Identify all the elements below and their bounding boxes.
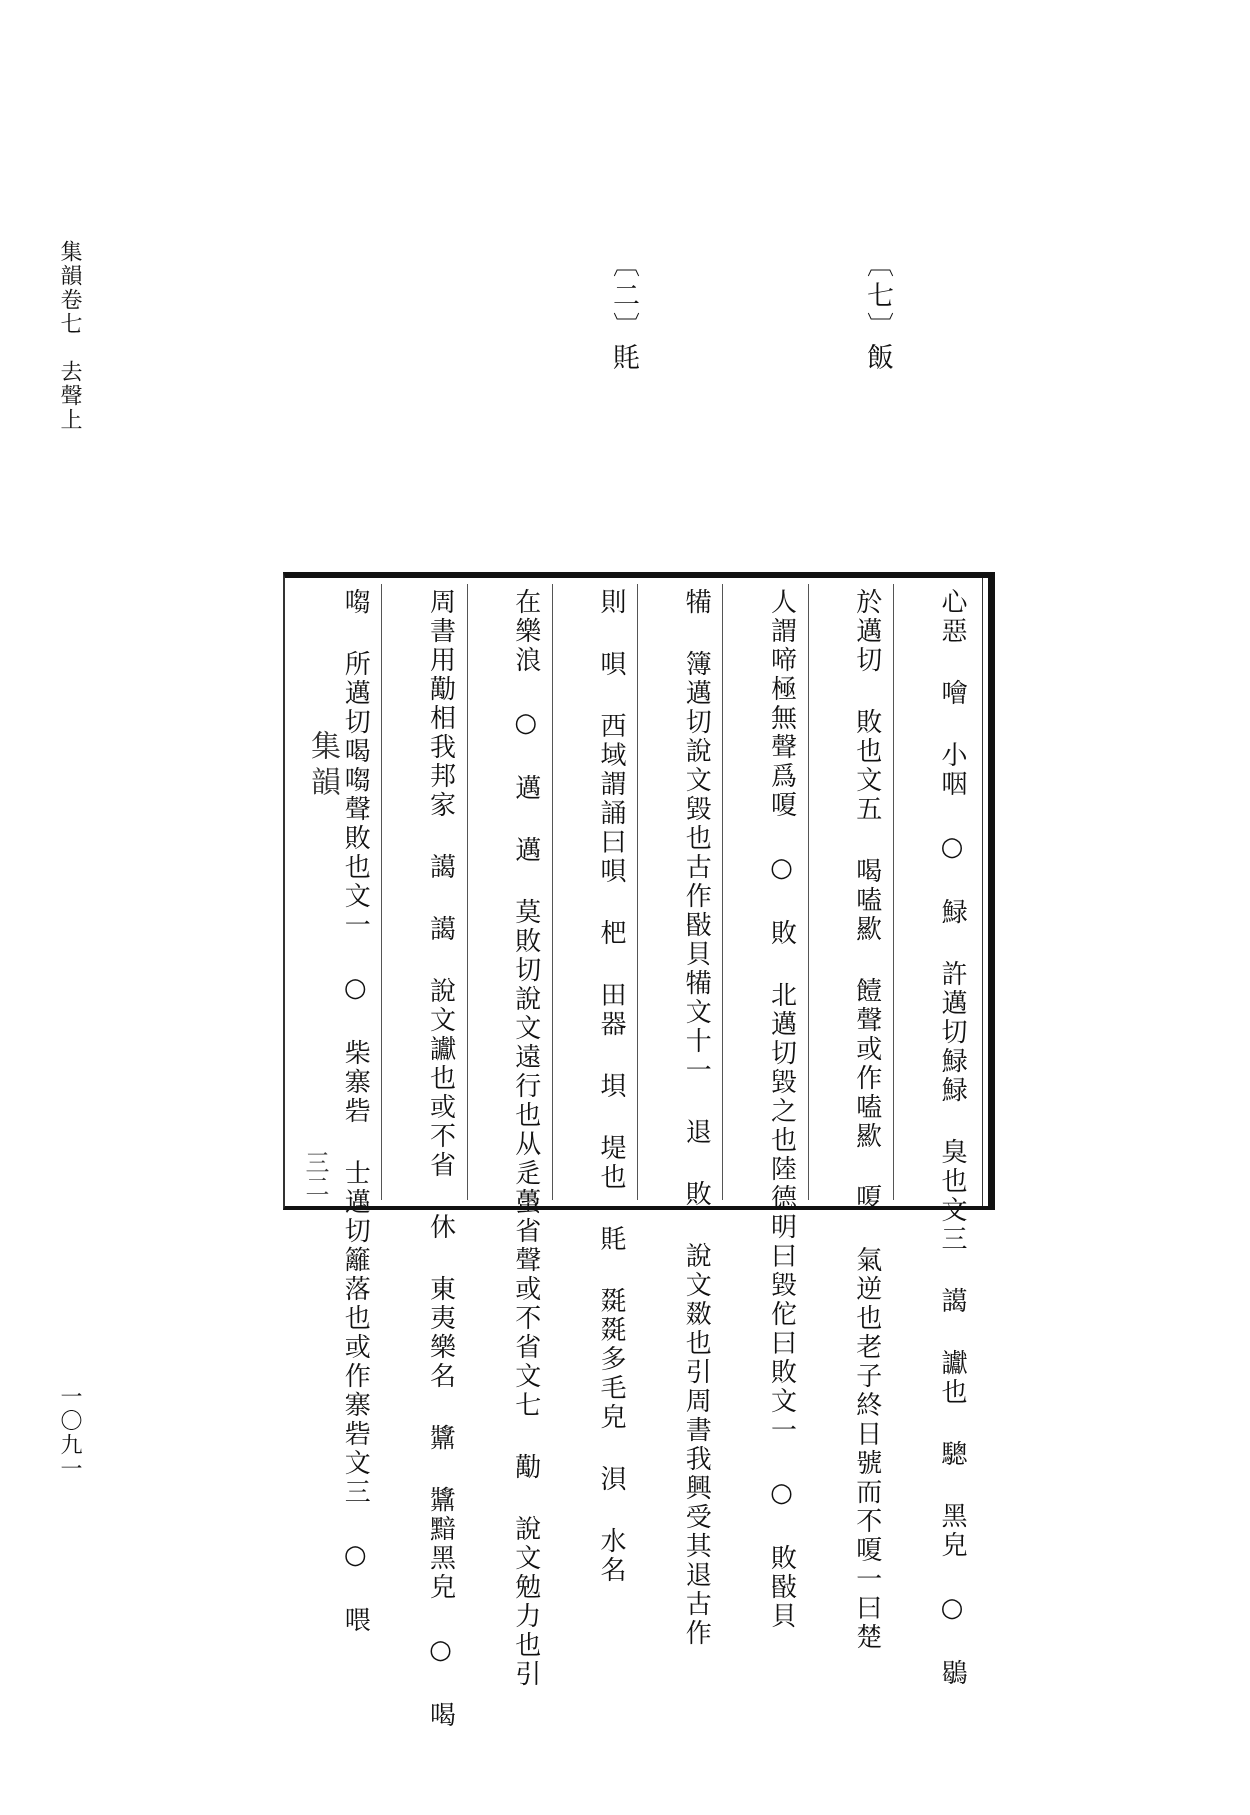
gutter-folio: 三二 — [301, 1150, 329, 1198]
column-text: 犕 簿邁切說文毀也古作敯貝犕文十一 退 敗 說文敪也引周書我興受其退古作 — [681, 588, 712, 1648]
text-column — [552, 584, 637, 1585]
text-column — [467, 584, 552, 1689]
text-column — [297, 584, 381, 1635]
column-text: 㗙 所邁切喝㗙聲敗也文一 ○ 柴寨砦 士邁切籬落也或作寨砦文三 ○ 喂 — [340, 588, 371, 1635]
column-text: 人謂啼極無聲爲嗄 ○ 敗 北邁切毀之也陸德明曰毀佗曰敗文一 ○ 敗敯貝 — [766, 588, 797, 1631]
column-text: 心惡 噲 小咽 ○ 䱚 許邁切䱚䱚 臭也文三 譪 讞也 驄 黑皃 ○ 鶡 — [937, 588, 967, 1688]
gutter-title: 集韻 — [305, 730, 340, 802]
column-text: 在樂浪 ○ 邁 邁 莫敗切說文遠行也从辵蠆省聲或不省文七 勱 說文勉力也引 — [510, 588, 541, 1689]
column-text: 周書用勱相我邦家 譪 譪 說文讞也或不省 休 東夷樂名 䵼 䵼黯黑皃 ○ 喝 — [425, 588, 456, 1730]
collation-note-7: 〔七〕飯 — [862, 250, 893, 374]
text-column — [893, 584, 978, 1688]
text-block — [283, 572, 995, 1730]
running-head: 集韻卷七 去聲上 — [57, 240, 82, 432]
column-text: 則 唄 西域謂誦曰唄 杷 田器 垻 堤也 㲘 毲毲多毛皃 浿 水名 — [596, 588, 626, 1585]
text-column — [808, 584, 893, 1652]
collation-note-2: 〔二〕㲘 — [608, 250, 639, 374]
text-columns — [297, 584, 978, 1730]
text-column — [637, 584, 722, 1648]
column-text: 於邁切 敗也文五 喝嗑歞 饐聲或作嗑歞 嗄 氣逆也老子終日號而不嗄一曰楚 — [851, 588, 882, 1652]
text-column — [722, 584, 807, 1631]
page-number: 一〇九一 — [57, 1385, 82, 1481]
text-column — [381, 584, 466, 1730]
